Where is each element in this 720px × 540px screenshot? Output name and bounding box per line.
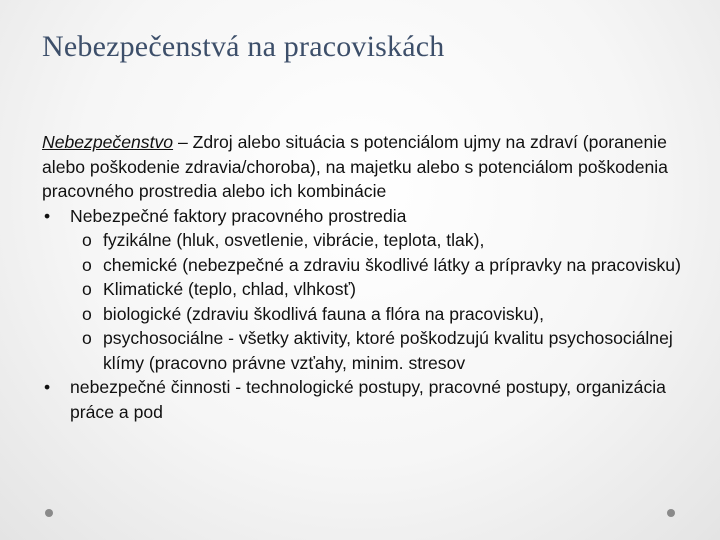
decorative-dot-left	[45, 509, 53, 517]
bullet-item	[42, 375, 682, 424]
sub-bullet-marker: o	[82, 328, 92, 348]
sub-bullet-item	[42, 277, 682, 302]
bullet-text: nebezpečné činnosti - technologické postupy, pracovné postupy, organizácia práce a pod	[70, 377, 666, 422]
decorative-dot-right	[667, 509, 675, 517]
sub-bullet-item	[42, 326, 682, 375]
bullet-item	[42, 204, 682, 229]
sub-bullet-item	[42, 228, 682, 253]
slide-content	[42, 130, 682, 424]
sub-bullet-marker: o	[82, 279, 92, 299]
sub-bullet-text: fyzikálne (hluk, osvetlenie, vibrácie, teplota, tlak),	[103, 230, 485, 250]
sub-bullet-item	[42, 253, 682, 278]
sub-bullet-marker: o	[82, 230, 92, 250]
sub-bullet-item	[42, 302, 682, 327]
sub-bullet-text: psychosociálne - všetky aktivity, ktoré poškodzujú kvalitu psychosociálnej klímy (pracovno právne vzťahy, minim. stresov	[103, 328, 673, 373]
bullet-text: Nebezpečné faktory pracovného prostredia	[70, 205, 407, 226]
sub-bullet-text: biologické (zdraviu škodlivá fauna a flóra na pracovisku),	[103, 303, 545, 324]
slide-title: Nebezpečenstvá na pracoviskách	[42, 30, 445, 63]
bullet-marker: •	[44, 377, 51, 397]
definition-text: – Zdroj alebo situácia s potenciálom ujmy na zdraví (poranenie alebo poškodenie zdravia/choroba), na majetku alebo s potenciálom poškodenia pracovného prostredia alebo ich kombinácie	[42, 132, 668, 201]
bullet-marker: •	[44, 205, 51, 226]
sub-bullet-list	[42, 228, 682, 375]
sub-bullet-marker: o	[82, 254, 92, 275]
sub-bullet-marker: o	[82, 303, 92, 324]
definition-paragraph	[42, 130, 682, 204]
sub-bullet-text: chemické (nebezpečné a zdraviu škodlivé látky a prípravky na pracovisku)	[103, 254, 681, 275]
sub-bullet-text: Klimatické (teplo, chlad, vlhkosť)	[103, 279, 357, 299]
definition-term: Nebezpečenstvo	[42, 132, 174, 152]
